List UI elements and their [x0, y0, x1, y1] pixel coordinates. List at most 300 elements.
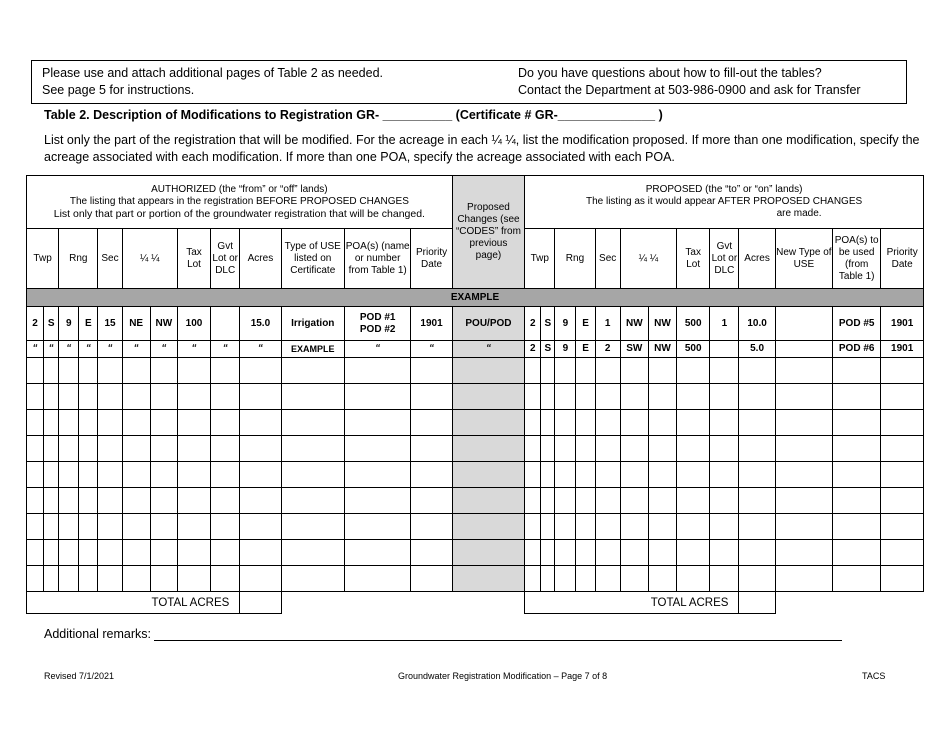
entry-cell[interactable]: [411, 462, 452, 488]
col-gvt-l3: DLC: [215, 264, 236, 276]
entry-cell[interactable]: [677, 462, 710, 488]
ex1-rcell: 2: [525, 307, 541, 341]
entry-cell[interactable]: [881, 384, 924, 410]
entry-cell[interactable]: [27, 514, 44, 540]
entry-cell[interactable]: [775, 540, 832, 566]
entry-cell[interactable]: [677, 540, 710, 566]
entry-cell[interactable]: [281, 488, 344, 514]
entry-cell[interactable]: [27, 436, 44, 462]
entry-cell[interactable]: [411, 540, 452, 566]
entry-cell[interactable]: [211, 488, 240, 514]
entry-cell[interactable]: [122, 540, 150, 566]
ex1-cell: S: [44, 307, 59, 341]
entry-cell[interactable]: [775, 410, 832, 436]
ex1-mid: POU/POD: [452, 307, 524, 341]
entry-cell[interactable]: [595, 384, 620, 410]
entry-cell[interactable]: [555, 358, 576, 384]
entry-cell[interactable]: [240, 358, 281, 384]
entry-cell[interactable]: [59, 358, 79, 384]
entry-cell[interactable]: [240, 462, 281, 488]
entry-cell[interactable]: [211, 384, 240, 410]
rcol-poa: [833, 229, 881, 289]
ex1-poa-2: POD #2: [359, 323, 396, 335]
entry-cell[interactable]: [710, 566, 739, 592]
entry-cell[interactable]: [739, 358, 775, 384]
entry-cell[interactable]: [452, 540, 524, 566]
entry-cell[interactable]: [710, 540, 739, 566]
entry-cell[interactable]: [122, 462, 150, 488]
entry-cell[interactable]: [595, 514, 620, 540]
entry-cell[interactable]: [710, 410, 739, 436]
middle-header-line3: “CODES” from: [455, 226, 521, 237]
entry-cell[interactable]: [677, 410, 710, 436]
entry-cell[interactable]: [525, 566, 541, 592]
col-gvt-l1: Gvt: [217, 240, 233, 252]
entry-cell[interactable]: [710, 384, 739, 410]
entry-cell[interactable]: [775, 566, 832, 592]
entry-cell[interactable]: [98, 514, 122, 540]
entry-cell[interactable]: [281, 540, 344, 566]
entry-cell[interactable]: [27, 540, 44, 566]
entry-cell[interactable]: [555, 384, 576, 410]
ex2-cell: “: [177, 341, 210, 358]
entry-cell[interactable]: [79, 566, 98, 592]
entry-cell[interactable]: [555, 540, 576, 566]
table-row: [27, 540, 924, 566]
entry-cell[interactable]: [281, 514, 344, 540]
entry-cell[interactable]: [98, 410, 122, 436]
ex2-cell: “: [44, 341, 59, 358]
entry-cell[interactable]: [595, 566, 620, 592]
entry-cell[interactable]: [44, 358, 59, 384]
entry-cell[interactable]: [710, 488, 739, 514]
entry-cell[interactable]: [595, 436, 620, 462]
col-use-l3: Certificate: [290, 264, 336, 276]
entry-cell[interactable]: [541, 514, 555, 540]
entry-cell[interactable]: [620, 540, 648, 566]
ex1-cell: [211, 307, 240, 341]
entry-cell[interactable]: [576, 488, 595, 514]
entry-cell[interactable]: [452, 436, 524, 462]
entry-cell[interactable]: [452, 514, 524, 540]
rcol-taxlot: Tax Lot: [677, 229, 710, 289]
notice-left-line2: See page 5 for instructions.: [42, 83, 195, 97]
entry-cell[interactable]: [555, 462, 576, 488]
entry-cell[interactable]: [177, 410, 210, 436]
entry-cell[interactable]: [344, 540, 410, 566]
total-acres-right-field[interactable]: [739, 592, 775, 614]
entry-cell[interactable]: [525, 462, 541, 488]
entry-cell[interactable]: [411, 410, 452, 436]
entry-cell[interactable]: [344, 488, 410, 514]
ex1-rcell: POD #5: [833, 307, 881, 341]
entry-cell[interactable]: [27, 358, 44, 384]
entry-cell[interactable]: [177, 384, 210, 410]
entry-cell[interactable]: [411, 384, 452, 410]
entry-cell[interactable]: [648, 436, 676, 462]
entry-cell[interactable]: [59, 514, 79, 540]
col-rng: Rng: [59, 229, 98, 289]
entry-cell[interactable]: [648, 410, 676, 436]
entry-cell[interactable]: [739, 514, 775, 540]
col-priority: [411, 229, 452, 289]
ex2-rcell: NW: [648, 341, 676, 358]
entry-cell[interactable]: [833, 436, 881, 462]
entry-cell[interactable]: [177, 462, 210, 488]
entry-cell[interactable]: [240, 566, 281, 592]
total-gap-right: [775, 592, 923, 614]
ex2-cell: “: [59, 341, 79, 358]
entry-cell[interactable]: [44, 462, 59, 488]
entry-cell[interactable]: [739, 462, 775, 488]
table-row: [27, 436, 924, 462]
entry-cell[interactable]: [541, 436, 555, 462]
entry-cell[interactable]: [240, 436, 281, 462]
entry-cell[interactable]: [620, 514, 648, 540]
notice-box: [31, 60, 907, 104]
entry-cell[interactable]: [44, 488, 59, 514]
entry-cell[interactable]: [775, 436, 832, 462]
example-band: [27, 289, 924, 307]
entry-cell[interactable]: [98, 436, 122, 462]
entry-cell[interactable]: [122, 488, 150, 514]
entry-cell[interactable]: [833, 540, 881, 566]
entry-cell[interactable]: [411, 488, 452, 514]
entry-cell[interactable]: [541, 488, 555, 514]
entry-cell[interactable]: [595, 358, 620, 384]
entry-cell[interactable]: [122, 436, 150, 462]
entry-cell[interactable]: [620, 410, 648, 436]
entry-cell[interactable]: [44, 540, 59, 566]
entry-cell[interactable]: [211, 462, 240, 488]
entry-cell[interactable]: [555, 488, 576, 514]
entry-cell[interactable]: [79, 358, 98, 384]
entry-cell[interactable]: [122, 514, 150, 540]
entry-cell[interactable]: [576, 436, 595, 462]
entry-cell[interactable]: [177, 488, 210, 514]
entry-cell[interactable]: [177, 436, 210, 462]
entry-cell[interactable]: [452, 384, 524, 410]
entry-cell[interactable]: [281, 384, 344, 410]
entry-cell[interactable]: [79, 436, 98, 462]
entry-cell[interactable]: [775, 462, 832, 488]
entry-cell[interactable]: [677, 436, 710, 462]
entry-cell[interactable]: [648, 462, 676, 488]
entry-cell[interactable]: [177, 358, 210, 384]
entry-cell[interactable]: [648, 514, 676, 540]
entry-cell[interactable]: [595, 462, 620, 488]
modifications-table: [26, 175, 924, 614]
entry-cell[interactable]: [122, 566, 150, 592]
entry-cell[interactable]: [79, 488, 98, 514]
entry-cell[interactable]: [211, 540, 240, 566]
entry-cell[interactable]: [150, 358, 177, 384]
rcol-use-l1: New Type of: [776, 246, 832, 258]
entry-cell[interactable]: [44, 384, 59, 410]
table-row: [27, 488, 924, 514]
rcol-poa-l4: Table 1): [838, 270, 875, 282]
entry-cell[interactable]: [98, 384, 122, 410]
entry-cell[interactable]: [739, 566, 775, 592]
entry-cell[interactable]: [677, 566, 710, 592]
entry-cell[interactable]: [620, 566, 648, 592]
entry-cell[interactable]: [44, 436, 59, 462]
entry-cell[interactable]: [555, 566, 576, 592]
entry-cell[interactable]: [833, 410, 881, 436]
ex2-rcell: 2: [595, 341, 620, 358]
entry-cell[interactable]: [411, 514, 452, 540]
col-poa: [344, 229, 410, 289]
entry-cell[interactable]: [59, 566, 79, 592]
entry-cell[interactable]: [452, 488, 524, 514]
entry-cell[interactable]: [150, 540, 177, 566]
entry-cell[interactable]: [595, 540, 620, 566]
entry-cell[interactable]: [595, 488, 620, 514]
entry-cell[interactable]: [177, 514, 210, 540]
ex2-cell: “: [27, 341, 44, 358]
entry-cell[interactable]: [677, 488, 710, 514]
entry-cell[interactable]: [677, 384, 710, 410]
ex1-cell: 100: [177, 307, 210, 341]
entry-cell[interactable]: [710, 436, 739, 462]
entry-cell[interactable]: [44, 410, 59, 436]
entry-cell[interactable]: [595, 410, 620, 436]
entry-cell[interactable]: [881, 358, 924, 384]
entry-cell[interactable]: [833, 566, 881, 592]
entry-cell[interactable]: [411, 436, 452, 462]
entry-cell[interactable]: [833, 462, 881, 488]
entry-cell[interactable]: [555, 436, 576, 462]
entry-cell[interactable]: [240, 540, 281, 566]
col-priority-l1: Priority: [415, 246, 448, 258]
entry-cell[interactable]: [833, 384, 881, 410]
entry-cell[interactable]: [150, 488, 177, 514]
entry-cell[interactable]: [98, 488, 122, 514]
entry-cell[interactable]: [881, 436, 924, 462]
entry-cell[interactable]: [555, 514, 576, 540]
entry-cell[interactable]: [620, 384, 648, 410]
entry-cell[interactable]: [739, 488, 775, 514]
entry-cell[interactable]: [576, 358, 595, 384]
rcol-qq: ¼ ¼: [620, 229, 676, 289]
entry-cell[interactable]: [648, 566, 676, 592]
entry-cell[interactable]: [881, 514, 924, 540]
entry-cell[interactable]: [59, 410, 79, 436]
entry-cell[interactable]: [833, 488, 881, 514]
rcol-priority-l1: Priority: [886, 246, 918, 258]
middle-header-line5: page): [475, 250, 502, 261]
ex2-cell: “: [122, 341, 150, 358]
entry-cell[interactable]: [648, 540, 676, 566]
total-acres-left-field[interactable]: [240, 592, 281, 614]
entry-cell[interactable]: [150, 462, 177, 488]
entry-cell[interactable]: [833, 358, 881, 384]
entry-cell[interactable]: [79, 540, 98, 566]
entry-cell[interactable]: [541, 358, 555, 384]
entry-cell[interactable]: [79, 410, 98, 436]
entry-cell[interactable]: [775, 358, 832, 384]
entry-cell[interactable]: [59, 488, 79, 514]
entry-cell[interactable]: [775, 488, 832, 514]
entry-cell[interactable]: [576, 462, 595, 488]
entry-cell[interactable]: [344, 462, 410, 488]
entry-cell[interactable]: [775, 384, 832, 410]
entry-cell[interactable]: [211, 514, 240, 540]
entry-cell[interactable]: [881, 462, 924, 488]
proposed-header-line3: are made.: [776, 208, 822, 219]
entry-cell[interactable]: [240, 384, 281, 410]
entry-cell[interactable]: [240, 488, 281, 514]
ex2-rcell: 1901: [881, 341, 924, 358]
entry-cell[interactable]: [555, 410, 576, 436]
entry-cell[interactable]: [541, 566, 555, 592]
ex1-cell: NW: [150, 307, 177, 341]
entry-cell[interactable]: [211, 358, 240, 384]
entry-cell[interactable]: [59, 436, 79, 462]
entry-cell[interactable]: [344, 566, 410, 592]
entry-cell[interactable]: [98, 358, 122, 384]
entry-cell[interactable]: [677, 514, 710, 540]
entry-cell[interactable]: [59, 540, 79, 566]
entry-cell[interactable]: [710, 514, 739, 540]
entry-cell[interactable]: [150, 514, 177, 540]
entry-cell[interactable]: [59, 462, 79, 488]
entry-cell[interactable]: [177, 540, 210, 566]
middle-header-line4: previous: [469, 238, 508, 249]
entry-cell[interactable]: [281, 566, 344, 592]
example-row-1: [27, 307, 924, 341]
entry-cell[interactable]: [27, 488, 44, 514]
entry-cell[interactable]: [150, 566, 177, 592]
entry-cell[interactable]: [122, 410, 150, 436]
entry-cell[interactable]: [240, 514, 281, 540]
entry-cell[interactable]: [211, 436, 240, 462]
entry-cell[interactable]: [541, 384, 555, 410]
entry-cell[interactable]: [739, 436, 775, 462]
entry-cell[interactable]: [281, 462, 344, 488]
entry-cell[interactable]: [452, 462, 524, 488]
entry-cell[interactable]: [648, 358, 676, 384]
footer-tacs: TACS: [862, 671, 886, 681]
entry-cell[interactable]: [122, 358, 150, 384]
entry-cell[interactable]: [576, 540, 595, 566]
entry-cell[interactable]: [27, 384, 44, 410]
remarks-field[interactable]: [154, 628, 842, 641]
entry-cell[interactable]: [525, 410, 541, 436]
entry-cell[interactable]: [59, 384, 79, 410]
entry-cell[interactable]: [525, 384, 541, 410]
entry-cell[interactable]: [281, 358, 344, 384]
ex1-cell: Irrigation: [281, 307, 344, 341]
entry-cell[interactable]: [79, 384, 98, 410]
entry-cell[interactable]: [881, 566, 924, 592]
entry-cell[interactable]: [411, 566, 452, 592]
entry-cell[interactable]: [211, 566, 240, 592]
entry-cell[interactable]: [150, 410, 177, 436]
entry-cell[interactable]: [541, 540, 555, 566]
ex1-cell: 2: [27, 307, 44, 341]
col-poa-l1: POA(s) (name: [345, 240, 410, 252]
entry-cell[interactable]: [177, 566, 210, 592]
entry-cell[interactable]: [150, 384, 177, 410]
entry-cell[interactable]: [98, 462, 122, 488]
entry-cell[interactable]: [281, 436, 344, 462]
col-gvt: [211, 229, 240, 289]
entry-cell[interactable]: [452, 358, 524, 384]
entry-cell[interactable]: [344, 410, 410, 436]
entry-cell[interactable]: [98, 540, 122, 566]
entry-cell[interactable]: [27, 410, 44, 436]
entry-cell[interactable]: [525, 540, 541, 566]
entry-cell[interactable]: [576, 410, 595, 436]
entry-cell[interactable]: [344, 384, 410, 410]
entry-cell[interactable]: [881, 540, 924, 566]
entry-cell[interactable]: [122, 384, 150, 410]
entry-cell[interactable]: [739, 540, 775, 566]
example-label: EXAMPLE: [450, 291, 500, 303]
entry-cell[interactable]: [525, 358, 541, 384]
entry-cell[interactable]: [44, 514, 59, 540]
entry-cell[interactable]: [452, 410, 524, 436]
entry-cell[interactable]: [150, 436, 177, 462]
entry-cell[interactable]: [576, 384, 595, 410]
entry-cell[interactable]: [620, 488, 648, 514]
entry-cell[interactable]: [541, 462, 555, 488]
entry-cell[interactable]: [677, 358, 710, 384]
entry-cell[interactable]: [525, 436, 541, 462]
entry-cell[interactable]: [710, 358, 739, 384]
entry-cell[interactable]: [79, 462, 98, 488]
entry-cell[interactable]: [211, 410, 240, 436]
ex2-cell: “: [411, 341, 452, 358]
col-use-l2: listed on: [294, 252, 332, 264]
middle-header-line1: Proposed: [467, 202, 510, 213]
entry-cell[interactable]: [452, 566, 524, 592]
entry-cell[interactable]: [710, 462, 739, 488]
entry-cell[interactable]: [881, 410, 924, 436]
entry-cell[interactable]: [281, 410, 344, 436]
entry-cell[interactable]: [344, 514, 410, 540]
entry-cell[interactable]: [411, 358, 452, 384]
entry-cell[interactable]: [344, 358, 410, 384]
entry-cell[interactable]: [881, 488, 924, 514]
entry-cell[interactable]: [576, 566, 595, 592]
entry-cell[interactable]: [240, 410, 281, 436]
entry-cell[interactable]: [344, 436, 410, 462]
rcol-gvt: [710, 229, 739, 289]
entry-cell[interactable]: [525, 514, 541, 540]
entry-cell[interactable]: [648, 488, 676, 514]
entry-cell[interactable]: [620, 436, 648, 462]
col-sec: Sec: [98, 229, 122, 289]
entry-cell[interactable]: [27, 566, 44, 592]
entry-cell[interactable]: [541, 410, 555, 436]
entry-cell[interactable]: [27, 462, 44, 488]
entry-cell[interactable]: [775, 514, 832, 540]
entry-cell[interactable]: [525, 488, 541, 514]
entry-cell[interactable]: [833, 514, 881, 540]
entry-cell[interactable]: [648, 384, 676, 410]
entry-cell[interactable]: [739, 410, 775, 436]
entry-cell[interactable]: [576, 514, 595, 540]
entry-cell[interactable]: [44, 566, 59, 592]
entry-cell[interactable]: [620, 358, 648, 384]
entry-cell[interactable]: [98, 566, 122, 592]
ex1-rcell: 1901: [881, 307, 924, 341]
entry-cell[interactable]: [620, 462, 648, 488]
entry-cell[interactable]: [739, 384, 775, 410]
entry-cell[interactable]: [79, 514, 98, 540]
